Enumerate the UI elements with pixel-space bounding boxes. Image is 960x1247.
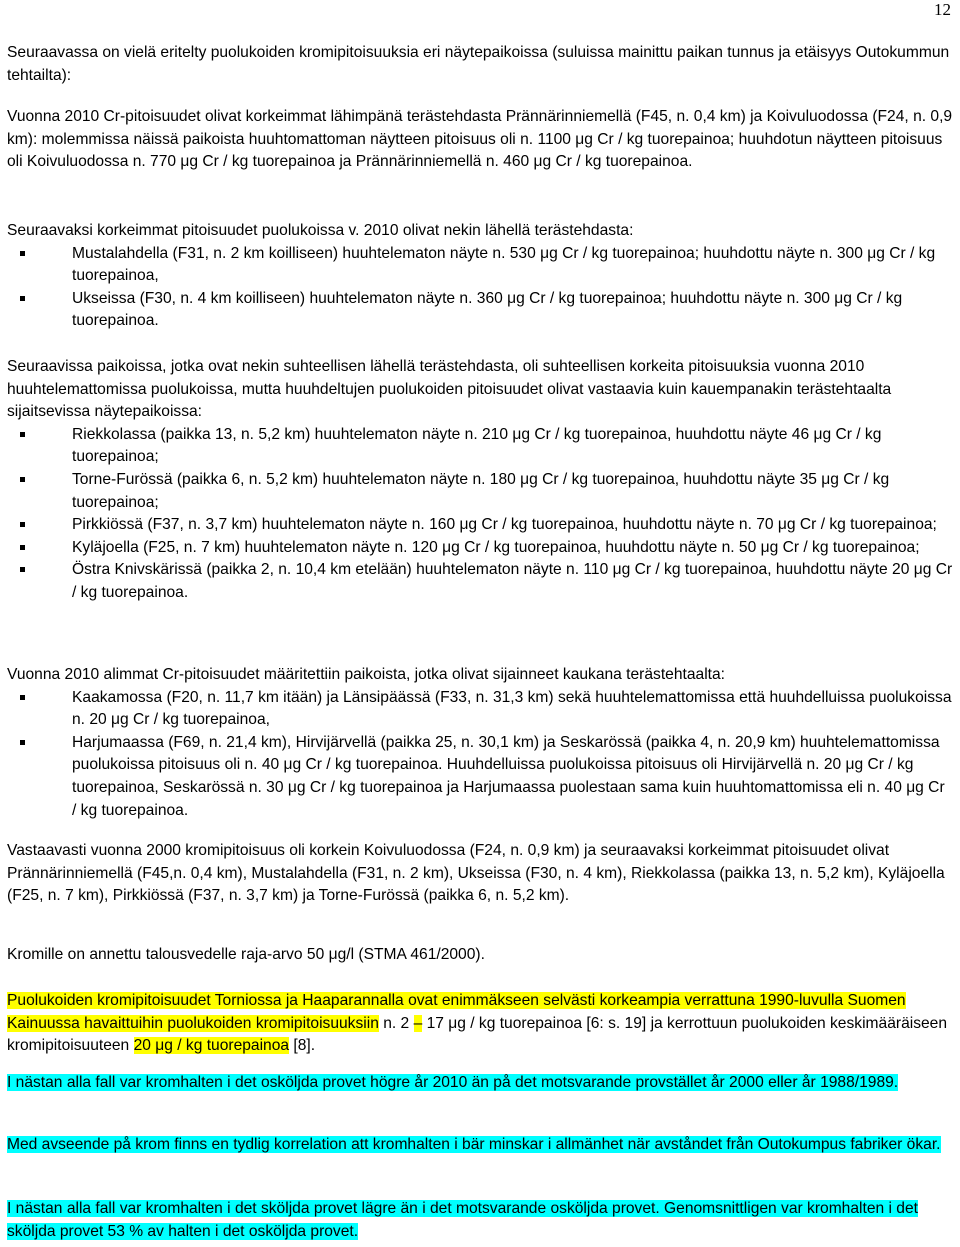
highlight-comparison: Puolukoiden kromipitoisuudet Torniossa ja Haaparannalla ovat enimmäkseen selvästi korkeampia verrattuna 1990-luvulla Suomen Kainuussa havaittuihin puolukoiden kromipitoisuuksiin xyxy=(7,992,906,1032)
list-lowest xyxy=(7,687,953,823)
list-item: Kaakamossa (F20, n. 11,7 km itään) ja Länsipäässä (F33, n. 31,3 km) sekä huuhtelemattomissa että huuhdelluissa puolukoissa n. 20 μg Cr / kg tuorepainoa, xyxy=(7,687,953,732)
section-next-highest xyxy=(7,220,953,333)
paragraph-next-highest-intro: Seuraavaksi korkeimmat pitoisuudet puolukoissa v. 2010 olivat nekin lähellä terästehdasta: xyxy=(7,222,634,239)
paragraph-comparison xyxy=(7,990,953,1058)
page-number: 12 xyxy=(934,0,951,19)
list-item: Mustalahdella (F31, n. 2 km koilliseen) huuhtelematon näyte n. 530 μg Cr / kg tuorepainoa; huuhdottu näyte n. 300 μg Cr / kg tuorepainoa, xyxy=(7,243,953,288)
list-item: Pirkkiössä (F37, n. 3,7 km) huuhtelematon näyte n. 160 μg Cr / kg tuorepainoa, huuhdottu näyte n. 70 μg Cr / kg tuorepainoa; xyxy=(7,514,953,537)
highlight-swedish-correlation: Med avseende på krom finns en tydlig korrelation att kromhalten i bär minskar i allmänhet när avståndet från Outokumpus fabriker ökar. xyxy=(7,1136,941,1153)
paragraph-limit-value: Kromille on annettu talousvedelle raja-arvo 50 μg/l (STMA 461/2000). xyxy=(7,946,485,963)
paragraph-lowest-intro: Vuonna 2010 alimmat Cr-pitoisuudet määritettiin paikoista, jotka olivat sijainneet kaukana terästehtaalta: xyxy=(7,666,726,683)
text-reference: μg / kg tuorepainoa [6: s. 19] ja kerrottuun puolukoiden keskimääräiseen kromipitoisuuteen xyxy=(7,1014,948,1055)
paragraph-swedish-correlation xyxy=(7,1134,953,1157)
highlight-swedish-rinsed: I nästan alla fall var kromhalten i det sköljda provet lägre än i det motsvarande osköljda provet. Genomsnittligen var kromhalten i det sköljda provet 53 % av halten i det osköljda provet. xyxy=(7,1200,918,1240)
list-relatively-high xyxy=(7,424,953,605)
list-item: Torne-Furössä (paikka 6, n. 5,2 km) huuhtelematon näyte n. 180 μg Cr / kg tuorepainoa, huuhdottu näyte 35 μg Cr / kg tuorepainoa; xyxy=(7,469,953,514)
highlight-swedish-unrinsed: I nästan alla fall var kromhalten i det osköljda provet högre år 2010 än på det motsvarande provstället år 2000 eller år 1988/1989. xyxy=(7,1074,899,1091)
text-range-start: n. 2 xyxy=(378,1014,414,1032)
list-item: Harjumaassa (F69, n. 21,4 km), Hirvijärvellä (paikka 25, n. 30,1 km) ja Seskarössä (paikka 4, n. 20,9 km) huuhtelemattomissa puolukoissa pitoisuus oli n. 40 μg Cr / kg tuorepainoa. Huuhdelluissa puolukoissa pitoisuus oli Hirvijärvellä n. 20 μg Cr / kg tuorepainoa, Seskarössä n. 30 μg Cr / kg tuorepainoa ja Harjumaassa puolestaan sama kuin huuhtomattomissa eli n. 40 μg Cr / kg tuorepainoa. xyxy=(7,732,953,822)
section-relatively-high xyxy=(7,356,953,605)
list-next-highest xyxy=(7,243,953,333)
list-item: Östra Knivskärissä (paikka 2, n. 10,4 km etelään) huuhtelematon näyte n. 110 μg Cr / kg tuorepainoa, huuhdottu näyte 20 μg Cr / kg tuorepainoa. xyxy=(7,559,953,604)
list-item: Ukseissa (F30, n. 4 km koilliseen) huuhtelematon näyte n. 360 μg Cr / kg tuorepainoa; huuhdottu näyte n. 300 μg Cr / kg tuorepainoa. xyxy=(7,288,953,333)
text-reference-end: [8]. xyxy=(289,1037,316,1055)
list-item: Kyläjoella (F25, n. 7 km) huuhtelematon näyte n. 120 μg Cr / kg tuorepainoa, huuhdottu näyte n. 50 μg Cr / kg tuorepainoa; xyxy=(7,537,953,560)
paragraph-intro: Seuraavassa on vielä eritelty puolukoiden kromipitoisuuksia eri näytepaikoissa (suluissa mainittu paikan tunnus ja etäisyys Outokummun tehtailta): xyxy=(7,44,950,84)
highlight-average: 20 μg / kg tuorepainoa xyxy=(133,1037,290,1055)
text-range-end: 17 xyxy=(422,1014,449,1032)
paragraph-highest-2010: Vuonna 2010 Cr-pitoisuudet olivat korkeimmat lähimpänä terästehdasta Prännärinniemellä (F45, n. 0,4 km) ja Koivuluodossa (F24, n. 0,9 km): molemmissa näissä paikoista huuhtomattoman näytteen pitoisuus oli n. 1100 μg Cr / kg tuorepainoa; huuhdotun näytteen pitoisuus oli Koivuluodossa n. 770 μg Cr / kg tuorepainoa ja Prännärinniemellä n. 460 μg Cr / kg tuorepainoa. xyxy=(7,108,953,171)
paragraph-relatively-high-intro: Seuraavissa paikoissa, jotka ovat nekin suhteellisen lähellä terästehdasta, oli suhteellisen korkeita pitoisuuksia vuonna 2010 huuhtelemattomissa puolukoissa, mutta huuhdeltujen puolukoiden pitoisuudet olivat vastaavia kuin kauempanakin terästehtaalta sijaitsevissa näytepaikoissa: xyxy=(7,358,892,421)
section-lowest xyxy=(7,664,953,822)
paragraph-swedish-unrinsed xyxy=(7,1072,953,1095)
highlight-dash: – xyxy=(413,1014,423,1032)
paragraph-swedish-rinsed xyxy=(7,1198,953,1243)
list-item: Riekkolassa (paikka 13, n. 5,2 km) huuhtelematon näyte n. 210 μg Cr / kg tuorepainoa, huuhdottu näyte 46 μg Cr / kg tuorepainoa; xyxy=(7,424,953,469)
paragraph-year-2000: Vastaavasti vuonna 2000 kromipitoisuus oli korkein Koivuluodossa (F24, n. 0,9 km) ja seuraavaksi korkeimmat pitoisuudet olivat Prännärinniemellä (F45,n. 0,4 km), Mustalahdella (F31, n. 2 km), Ukseissa (F30, n. 4 km), Riekkolassa (paikka 13, n. 5,2 km), Kyläjoella (F25, n. 7 km), Pirkkiössä (F37, n. 3,7 km) ja Torne-Furössä (paikka 6, n. 5,2 km). xyxy=(7,842,945,905)
